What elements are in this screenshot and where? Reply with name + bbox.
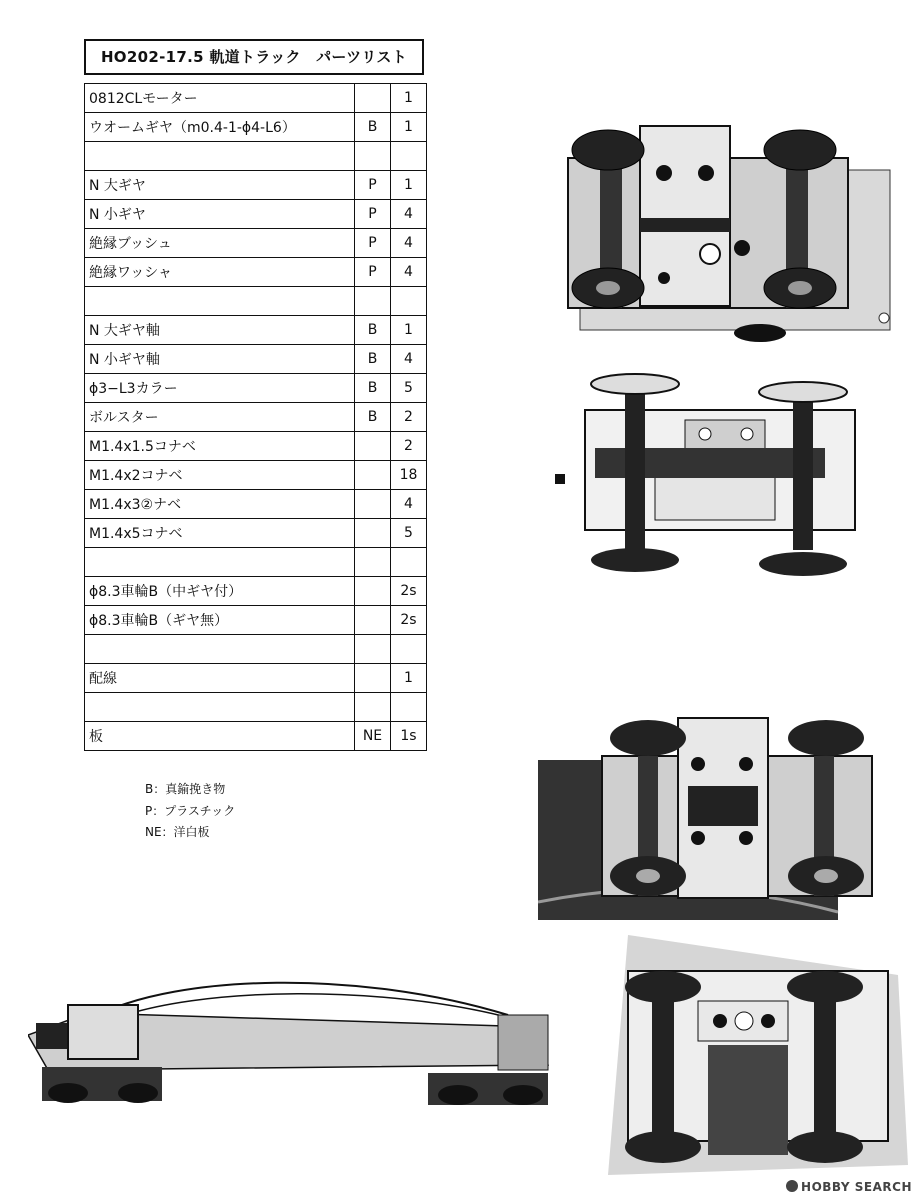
quantity-cell: 5 — [391, 374, 427, 403]
material-cell: B — [355, 403, 391, 432]
material-cell — [355, 577, 391, 606]
part-name-cell: N 大ギヤ軸 — [85, 316, 355, 345]
table-row — [85, 287, 427, 316]
material-cell: NE — [355, 722, 391, 751]
part-name-cell: 板 — [85, 722, 355, 751]
table-row — [85, 345, 427, 374]
table-row — [85, 635, 427, 664]
table-row — [85, 693, 427, 722]
part-name-cell: 配線 — [85, 664, 355, 693]
part-name-cell — [85, 548, 355, 577]
quantity-cell — [391, 548, 427, 577]
hobby-search-logo-icon — [786, 1180, 798, 1192]
table-row — [85, 722, 427, 751]
table-row — [85, 229, 427, 258]
part-name-cell: M1.4x5コナベ — [85, 519, 355, 548]
material-cell: P — [355, 171, 391, 200]
part-name-cell: ボルスター — [85, 403, 355, 432]
quantity-cell: 1s — [391, 722, 427, 751]
material-cell: B — [355, 345, 391, 374]
legend-item-nickel-silver: NE：洋白板 — [145, 825, 210, 839]
legend-item-brass: B：真鍮挽き物 — [145, 782, 226, 796]
bogie-photo-bottom — [555, 370, 875, 580]
material-cell: B — [355, 316, 391, 345]
material-cell — [355, 142, 391, 171]
table-row — [85, 374, 427, 403]
material-cell — [355, 287, 391, 316]
quantity-cell: 4 — [391, 345, 427, 374]
material-cell — [355, 461, 391, 490]
quantity-cell — [391, 287, 427, 316]
quantity-cell: 1 — [391, 316, 427, 345]
part-name-cell: ϕ8.3車輪B（ギヤ無） — [85, 606, 355, 635]
table-row — [85, 258, 427, 287]
material-legend — [145, 779, 235, 844]
quantity-cell: 2 — [391, 403, 427, 432]
quantity-cell: 5 — [391, 519, 427, 548]
table-row — [85, 142, 427, 171]
quantity-cell — [391, 635, 427, 664]
part-name-cell — [85, 693, 355, 722]
hobby-search-watermark: HOBBY SEARCH — [786, 1180, 912, 1194]
bogie-photo-bottom-2 — [608, 935, 908, 1175]
part-name-cell: M1.4x3②ナベ — [85, 490, 355, 519]
part-name-cell: ϕ3−L3カラー — [85, 374, 355, 403]
material-cell: B — [355, 374, 391, 403]
table-row — [85, 490, 427, 519]
table-row — [85, 403, 427, 432]
quantity-cell: 2s — [391, 606, 427, 635]
part-name-cell: N 大ギヤ — [85, 171, 355, 200]
material-cell — [355, 635, 391, 664]
quantity-cell — [391, 142, 427, 171]
quantity-cell — [391, 693, 427, 722]
bogie-photo-top — [560, 118, 900, 348]
parts-list-title: HO202-17.5 軌道トラック パーツリスト — [84, 39, 424, 75]
part-name-cell: N 小ギヤ軸 — [85, 345, 355, 374]
chassis-photo — [28, 975, 558, 1115]
material-cell — [355, 548, 391, 577]
table-row — [85, 461, 427, 490]
material-cell: P — [355, 200, 391, 229]
material-cell: P — [355, 229, 391, 258]
material-cell — [355, 664, 391, 693]
part-name-cell: M1.4x1.5コナベ — [85, 432, 355, 461]
table-row — [85, 432, 427, 461]
material-cell — [355, 693, 391, 722]
material-cell: B — [355, 113, 391, 142]
material-cell: P — [355, 258, 391, 287]
table-row — [85, 519, 427, 548]
material-cell — [355, 606, 391, 635]
table-row — [85, 316, 427, 345]
table-row — [85, 548, 427, 577]
quantity-cell: 1 — [391, 664, 427, 693]
bogie-photo-top-2 — [538, 712, 878, 922]
table-row — [85, 84, 427, 113]
part-name-cell: 0812CLモーター — [85, 84, 355, 113]
part-name-cell: N 小ギヤ — [85, 200, 355, 229]
table-row — [85, 200, 427, 229]
quantity-cell: 1 — [391, 171, 427, 200]
quantity-cell: 2 — [391, 432, 427, 461]
table-row — [85, 577, 427, 606]
quantity-cell: 4 — [391, 258, 427, 287]
material-cell — [355, 432, 391, 461]
quantity-cell: 18 — [391, 461, 427, 490]
material-cell — [355, 519, 391, 548]
table-row — [85, 113, 427, 142]
part-name-cell — [85, 635, 355, 664]
quantity-cell: 4 — [391, 200, 427, 229]
parts-table — [84, 83, 427, 751]
part-name-cell — [85, 142, 355, 171]
part-name-cell: 絶縁ワッシャ — [85, 258, 355, 287]
quantity-cell: 4 — [391, 490, 427, 519]
quantity-cell: 2s — [391, 577, 427, 606]
material-cell — [355, 490, 391, 519]
legend-item-plastic: P：プラスチック — [145, 803, 236, 818]
table-row — [85, 606, 427, 635]
table-row — [85, 171, 427, 200]
part-name-cell: ϕ8.3車輪B（中ギヤ付） — [85, 577, 355, 606]
quantity-cell: 1 — [391, 84, 427, 113]
part-name-cell: M1.4x2コナベ — [85, 461, 355, 490]
quantity-cell: 4 — [391, 229, 427, 258]
table-row — [85, 664, 427, 693]
material-cell — [355, 84, 391, 113]
part-name-cell: ウオームギヤ（m0.4-1-ϕ4-L6） — [85, 113, 355, 142]
part-name-cell: 絶縁ブッシュ — [85, 229, 355, 258]
quantity-cell: 1 — [391, 113, 427, 142]
part-name-cell — [85, 287, 355, 316]
